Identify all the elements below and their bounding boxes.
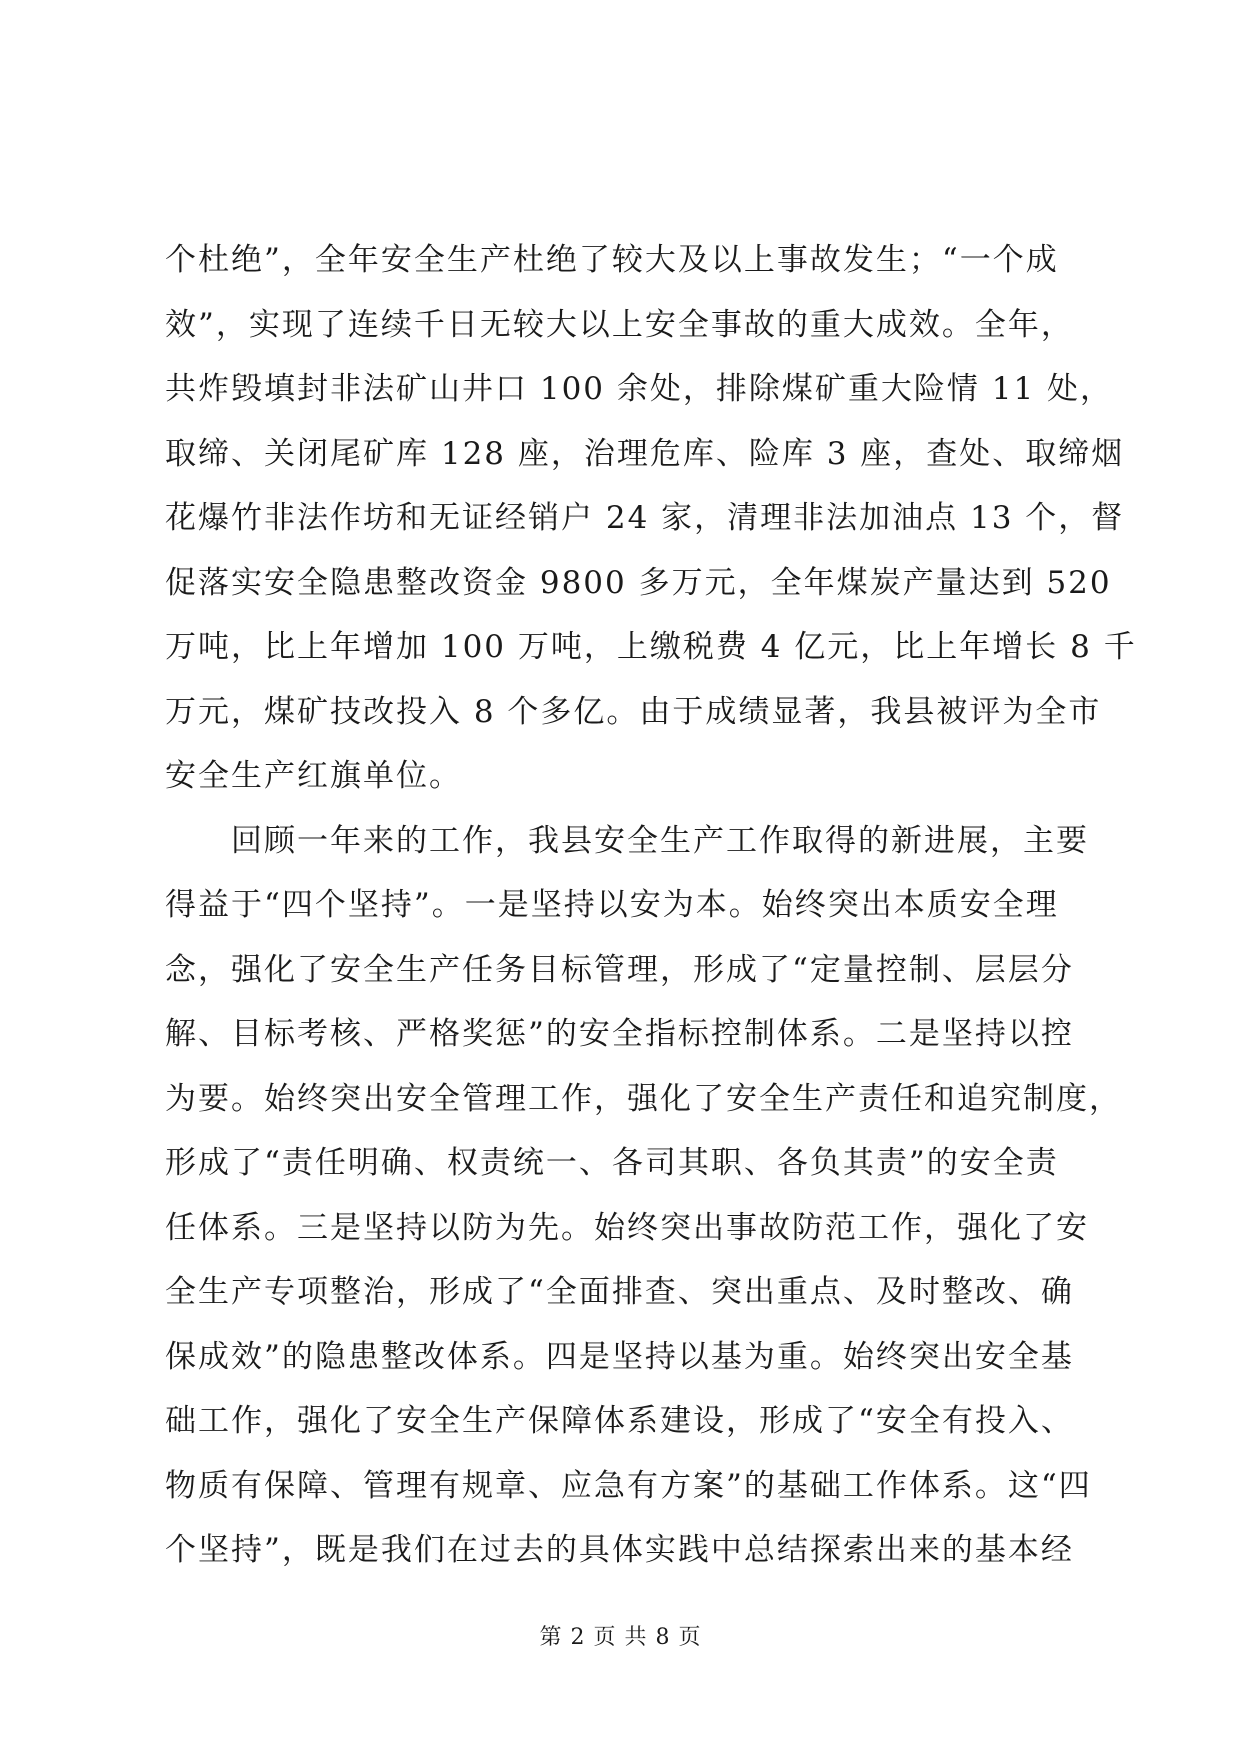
text-line-20: 物质有保障、管理有规章、应急有方案”的基础工作体系。这“四 <box>165 1467 1092 1504</box>
text-line-12: 念，强化了安全生产任务目标管理，形成了“定量控制、层层分 <box>165 951 1074 988</box>
text-line-2: 效”，实现了连续千日无较大以上安全事故的重大成效。全年， <box>165 306 1074 343</box>
text-line-3: 共炸毁填封非法矿山井口 100 余处，排除煤矿重大险情 11 处， <box>165 371 1114 407</box>
text-line-16: 任体系。三是坚持以防为先。始终突出事故防范工作，强化了安 <box>165 1209 1089 1246</box>
text-line-6: 促落实安全隐患整改资金 9800 多万元，全年煤炭产量达到 520 <box>165 564 1112 601</box>
text-line-14: 为要。始终突出安全管理工作，强化了安全生产责任和追究制度， <box>165 1080 1122 1117</box>
text-line-10: 回顾一年来的工作，我县安全生产工作取得的新进展，主要 <box>165 822 1089 859</box>
page-number-footer: 第 2 页 共 8 页 <box>539 1625 702 1650</box>
text-line-18: 保成效”的隐患整改体系。四是坚持以基为重。始终突出安全基 <box>165 1338 1074 1375</box>
text-line-17: 全生产专项整治，形成了“全面排查、突出重点、及时整改、确 <box>165 1274 1074 1310</box>
body-text <box>165 228 1137 1583</box>
text-line-13: 解、目标考核、严格奖惩”的安全指标控制体系。二是坚持以控 <box>165 1016 1074 1052</box>
text-line-5: 花爆竹非法作坊和无证经销户 24 家，清理非法加油点 13 个，督 <box>165 500 1125 536</box>
text-line-8: 万元，煤矿技改投入 8 个多亿。由于成绩显著，我县被评为全市 <box>165 693 1102 730</box>
text-line-21: 个坚持”，既是我们在过去的具体实践中总结探索出来的基本经 <box>165 1532 1074 1568</box>
text-line-9: 安全生产红旗单位。 <box>165 758 462 794</box>
text-line-4: 取缔、关闭尾矿库 128 座，治理危库、险库 3 座，查处、取缔烟 <box>165 435 1125 472</box>
text-line-7: 万吨，比上年增加 100 万吨，上缴税费 4 亿元，比上年增长 8 千 <box>165 629 1137 665</box>
text-line-1: 个杜绝”，全年安全生产杜绝了较大及以上事故发生；“一个成 <box>165 242 1059 278</box>
text-line-15: 形成了“责任明确、权责统一、各司其职、各负其责”的安全责 <box>165 1145 1059 1181</box>
text-line-11: 得益于“四个坚持”。一是坚持以安为本。始终突出本质安全理 <box>165 887 1059 923</box>
text-line-19: 础工作，强化了安全生产保障体系建设，形成了“安全有投入、 <box>165 1403 1074 1439</box>
